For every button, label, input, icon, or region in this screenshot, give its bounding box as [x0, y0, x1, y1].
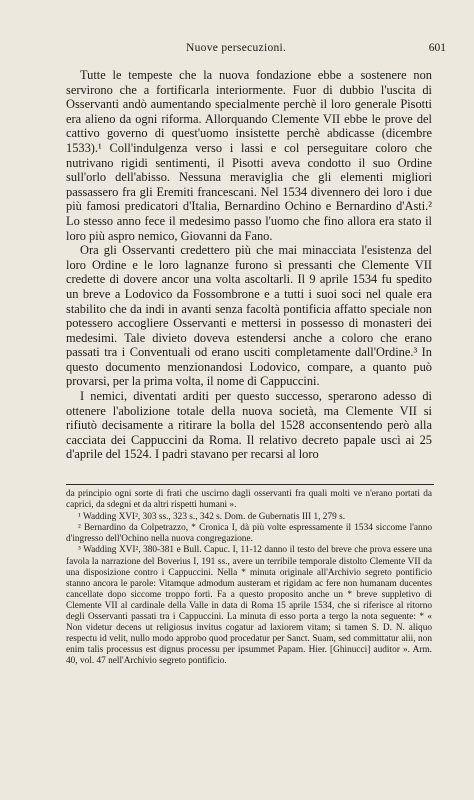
- paragraph: Tutte le tempeste che la nuova fondazione ebbe a sostenere non servirono che a fortificarla interiormente. Fuor di dubbio l'uscita di Osservanti andò aumentando specialmente perchè il loro generale Pisotti era alieno da ogni riforma. Allorquando Clemente VII ebbe le prove del cattivo governo di quest'uomo insistette perchè abdicasse (dicembre 1533).¹ Coll'indulgenza verso i lassi e col perseguitare coloro che nutrivano rigidi sentimenti, il Pisotti aveva condotto il suo Ordine sull'orlo dell'abisso. Nessuna meraviglia che gli elementi migliori passassero fra gli Eremiti francescani. Nel 1534 divennero dei loro i due più famosi predicatori d'Italia, Bernardino Ochino e Bernardino d'Asti.² Lo stesso anno fece il medesimo passo l'uomo che fino allora era stato il loro più aspro nemico, Giovanni da Fano.: [66, 68, 432, 243]
- footnote-continuation: da principio ogni sorte di frati che uscirno dagli osservanti fra quali molti ve n'erano portati da caprici, da sdegni et da altri rispetti humani ».: [66, 489, 432, 511]
- footnote: ³ Wadding XVI², 380-381 e Bull. Capuc. I, 11-12 danno il testo del breve che prova essere una favola la narrazione del Boverius I, 191 ss., avere un terribile temporale distolto Clemente VII da una disposizione contro i Cappuccini. Nella * minuta originale all'Archivio segreto pontificio stanno ancora le parole: Vitamque admodum austeram et rigidam ac fere non humanam ducentes cancellate dopo siccome troppo forti. Fa a questo proposito anche un * breve suppletivo di Clemente VII al cardinale della Valle in data di Roma 15 aprile 1534, che si riferisce al ritorno degli Osservanti passati tra i Cappuccini. La minuta di esso porta a tergo la nota seguente: * « Non videtur decens ut religiosus invitus cogatur ad laxiorem vitam; si tamen S. D. N. aliquo respectu id velit, nullo modo approbo quod procedatur per Sanct. Suam, sed committatur alii, non enim talis processus est dignus processu per ipsummet Papam. Hier. [Ghinucci] auditor ». Arm. 40, vol. 47 nell'Archivio segreto pontificio.: [66, 545, 432, 667]
- paragraph: I nemici, diventati arditi per questo successo, sperarono adesso di ottenere l'abolizione totale della nuova società, ma Clemente VII si rifiutò decisamente a ritirare la bolla del 1528 acconsentendo però alla cacciata dei Cappuccini da Roma. Il relativo decreto papale uscì ai 25 d'aprile del 1524. I padri stavano per recarsi al loro: [66, 389, 432, 462]
- running-title: Nuove persecuzioni.: [186, 42, 287, 54]
- footnote: ¹ Wadding XVI², 303 ss., 323 s., 342 s. Dom. de Gubernatis III 1, 279 s.: [78, 512, 346, 523]
- page-header: [66, 40, 446, 58]
- footnote: ² Bernardino da Colpetrazzo, * Cronica I, dà più volte espressamente il 1534 siccome l'anno d'ingresso dell'Ochino nella nuova congregazione.: [66, 523, 432, 545]
- page-number: 601: [428, 42, 446, 54]
- main-text: [66, 68, 432, 462]
- paragraph: Ora gli Osservanti credettero più che mai minacciata l'esistenza del loro Ordine e le loro lagnanze furono sì pressanti che Clemente VII credette di dovere ancor una volta ascoltarli. Il 9 aprile 1534 fu spedito un breve a Lodovico da Fossombrone e a tutti i suoi soci nel quale era stabilito che da indi in avanti senza facoltà pontificia affatto speciale non potessero accogliere Osservanti e mettersi in possesso di monasteri dei medesimi. Tale divieto doveva estendersi anche a coloro che erano passati tra i Conventuali od erano usciti completamente dall'Ordine.³ In questo documento menzionandosi Lodovico, compare, a quanto può provarsi, per la prima volta, il nome di Cappuccini.: [66, 243, 432, 389]
- footnotes: [66, 489, 432, 668]
- footnote-rule: [66, 484, 434, 485]
